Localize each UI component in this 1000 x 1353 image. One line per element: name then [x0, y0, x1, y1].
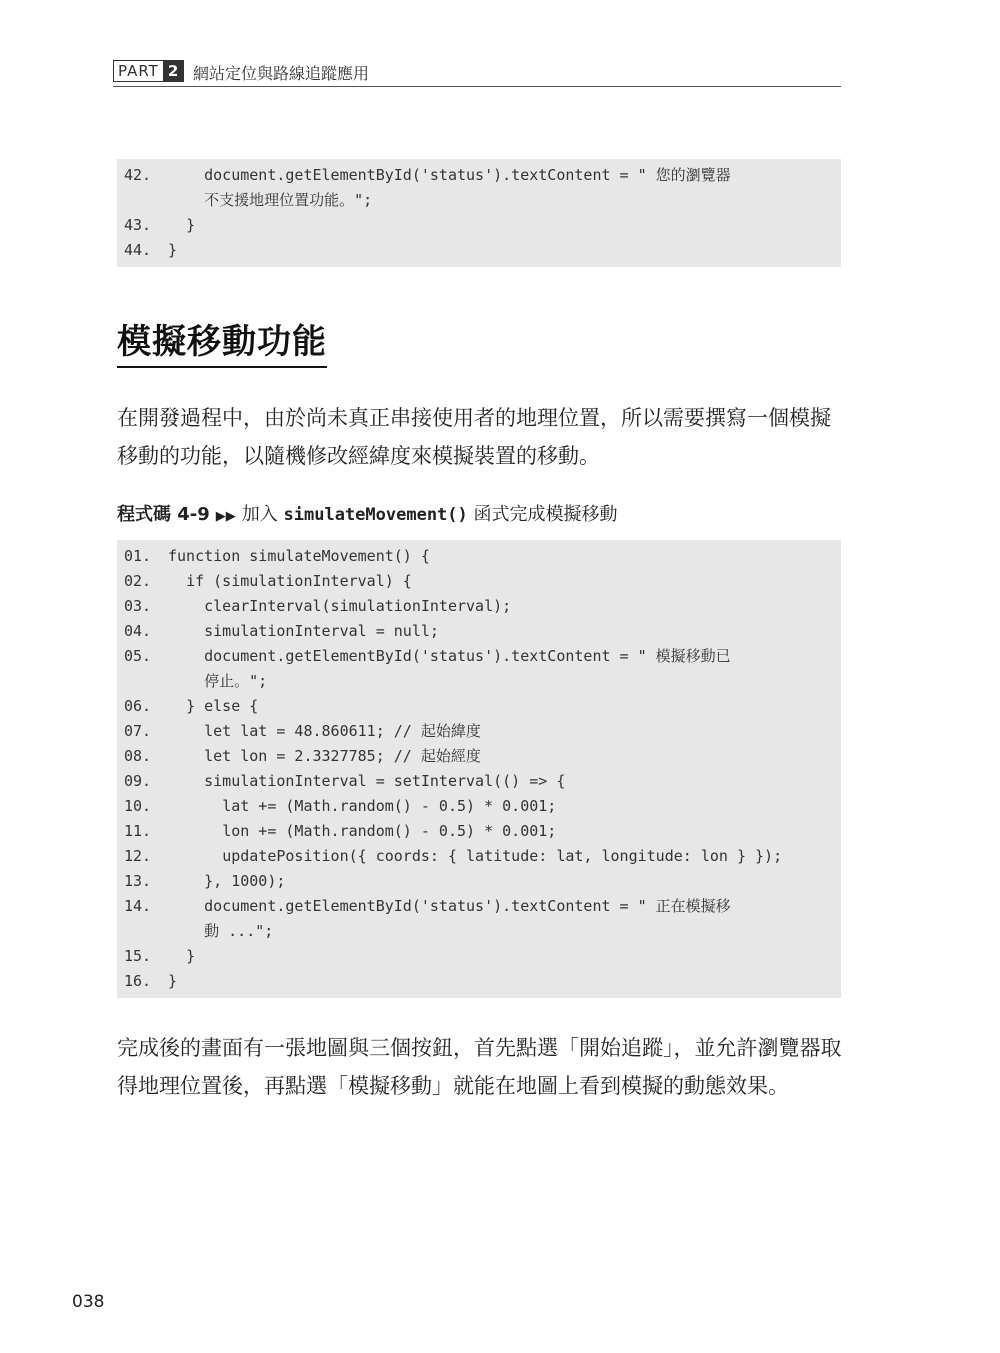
- caption-arrow-icon: ▶▶: [215, 509, 236, 524]
- line-number: 11.: [124, 822, 152, 840]
- section-title: 模擬移動功能: [117, 320, 327, 368]
- code-line: [124, 594, 841, 619]
- code-caption: [117, 502, 618, 530]
- code-text: }: [168, 972, 178, 990]
- code-line: [124, 894, 841, 944]
- line-number: 12.: [124, 847, 152, 865]
- code-text: function simulateMovement() {: [168, 547, 430, 565]
- result-paragraph: 完成後的畫面有一張地圖與三個按鈕，首先點選「開始追蹤」，並允許瀏覽器取得地理位置後，再點選「模擬移動」就能在地圖上看到模擬的動態效果。: [117, 1036, 842, 1098]
- code-line: [124, 719, 841, 744]
- running-header: [113, 58, 841, 87]
- code-line: [124, 769, 841, 794]
- code-text: let lat = 48.860611; // 起始緯度: [168, 722, 481, 740]
- code-text: }: [168, 947, 196, 965]
- code-text: }: [168, 241, 178, 259]
- code-line: [124, 569, 841, 594]
- code-text: lat += (Math.random() - 0.5) * 0.001;: [168, 797, 557, 815]
- part-badge: [113, 60, 184, 82]
- code-line: [124, 844, 841, 869]
- code-text: simulationInterval = null;: [168, 622, 439, 640]
- line-number: 14.: [124, 897, 152, 915]
- code-line: [124, 213, 841, 238]
- line-number: 01.: [124, 547, 152, 565]
- line-number: 15.: [124, 947, 152, 965]
- code-line: [124, 969, 841, 994]
- line-number: 04.: [124, 622, 152, 640]
- caption-text-after: 函式完成模擬移動: [473, 504, 618, 525]
- code-line: [124, 238, 841, 263]
- line-number: 06.: [124, 697, 152, 715]
- code-text: }, 1000);: [168, 872, 286, 890]
- code-text: updatePosition({ coords: { latitude: lat, longitude: lon } });: [168, 847, 783, 865]
- intro-paragraph: 在開發過程中，由於尚未真正串接使用者的地理位置，所以需要撰寫一個模擬移動的功能，以隨機修改經緯度來模擬裝置的移動。: [117, 406, 831, 468]
- page-number: 038: [72, 1292, 105, 1312]
- code-line: [124, 819, 841, 844]
- caption-label: 程式碼 4-9: [117, 504, 210, 525]
- line-number: 02.: [124, 572, 152, 590]
- caption-code: simulateMovement(): [283, 505, 468, 525]
- code-line: [124, 944, 841, 969]
- header-title: 網站定位與路線追蹤應用: [193, 64, 370, 83]
- code-text: simulationInterval = setInterval(() => {: [168, 772, 566, 790]
- code-text: clearInterval(simulationInterval);: [168, 597, 512, 615]
- code-text: } else {: [168, 697, 259, 715]
- code-line: [124, 619, 841, 644]
- code-line: [124, 869, 841, 894]
- line-number: 03.: [124, 597, 152, 615]
- line-number: 08.: [124, 747, 152, 765]
- line-number: 13.: [124, 872, 152, 890]
- line-number: 05.: [124, 647, 152, 665]
- code-line: [124, 794, 841, 819]
- code-line: [124, 694, 841, 719]
- part-label: PART: [114, 61, 163, 81]
- code-block-continuation: [117, 159, 841, 267]
- code-line: [124, 163, 841, 213]
- line-number: 16.: [124, 972, 152, 990]
- code-line: [124, 644, 841, 694]
- code-text: let lon = 2.3327785; // 起始經度: [168, 747, 481, 765]
- code-text: }: [168, 216, 196, 234]
- line-number: 10.: [124, 797, 152, 815]
- code-line: [124, 744, 841, 769]
- code-text: document.getElementById('status').textContent = " 正在模擬移 動 ...";: [204, 897, 731, 940]
- line-number: 44.: [124, 241, 152, 259]
- code-line: [124, 544, 841, 569]
- code-text: lon += (Math.random() - 0.5) * 0.001;: [168, 822, 557, 840]
- code-text: document.getElementById('status').textContent = " 模擬移動已 停止。";: [204, 647, 731, 690]
- caption-text-before: 加入: [241, 504, 278, 525]
- line-number: 07.: [124, 722, 152, 740]
- code-block-simulate-movement: [117, 540, 841, 998]
- code-text: document.getElementById('status').textContent = " 您的瀏覽器 不支援地理位置功能。";: [204, 166, 731, 209]
- part-number: 2: [163, 61, 183, 81]
- line-number: 43.: [124, 216, 152, 234]
- line-number: 42.: [124, 166, 152, 184]
- line-number: 09.: [124, 772, 152, 790]
- code-text: if (simulationInterval) {: [168, 572, 412, 590]
